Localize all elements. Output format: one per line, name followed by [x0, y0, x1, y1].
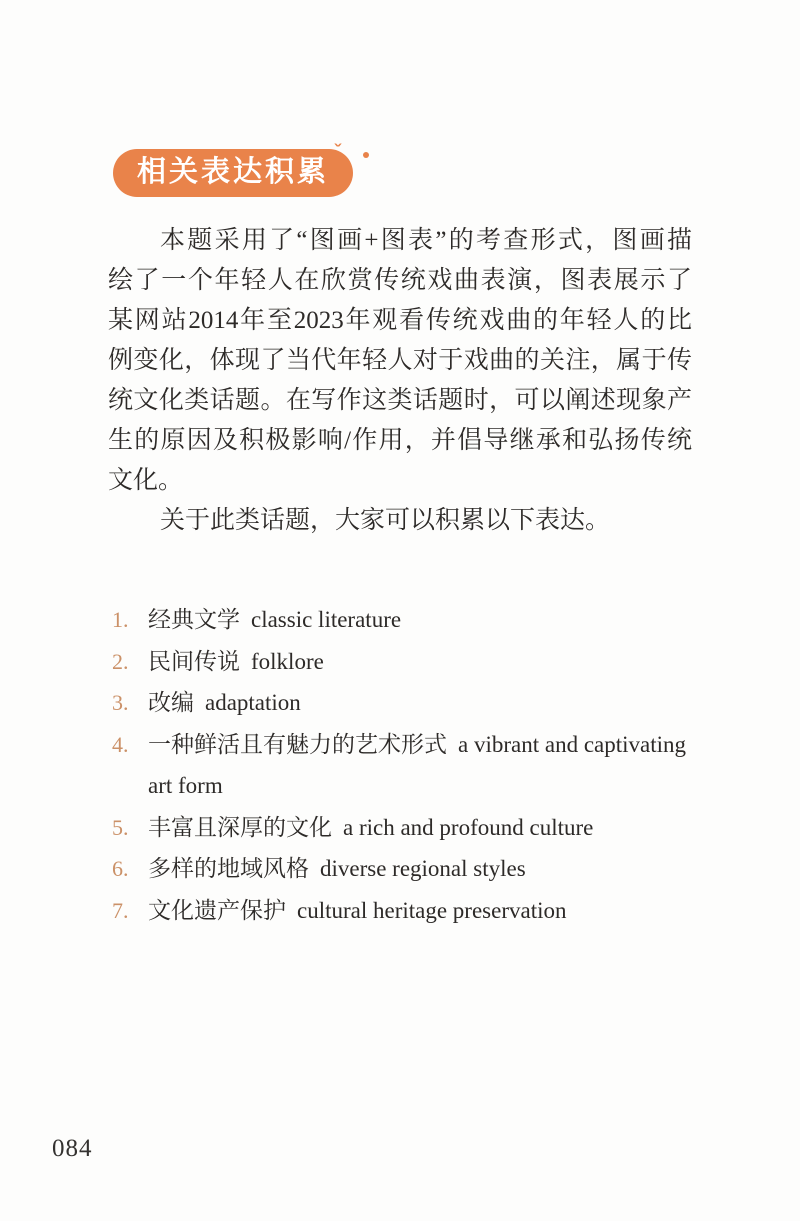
list-item-english: classic literature	[251, 607, 402, 632]
section-badge-wrap	[113, 141, 353, 197]
list-item	[108, 890, 700, 932]
list-item-chinese: 改编	[148, 690, 194, 715]
list-item-english: cultural heritage preservation	[297, 897, 567, 923]
badge-dot-decoration-icon	[363, 152, 369, 158]
list-item-chinese: 文化遗产保护	[148, 897, 286, 923]
list-item-english: adaptation	[205, 690, 301, 715]
list-item	[108, 641, 700, 683]
analysis-intro-sentence: 关于此类话题，大家可以积累以下表达。	[160, 507, 611, 534]
analysis-line: 文化。	[108, 467, 184, 494]
list-item	[108, 682, 700, 724]
list-item	[108, 599, 700, 641]
list-item-english: a rich and profound culture	[343, 814, 594, 840]
analysis-line: 绘了一个年轻人在欣赏传统戏曲表演，图表展示了	[108, 267, 692, 294]
list-item-number: 3.	[112, 690, 129, 715]
list-item-number: 2.	[112, 648, 129, 674]
list-item	[108, 724, 700, 807]
list-item-chinese: 一种鲜活且有魅力的艺术形式	[148, 731, 447, 757]
list-item-chinese: 经典文学	[148, 607, 240, 632]
list-item-number: 1.	[112, 607, 129, 632]
list-item-number: 5.	[112, 814, 129, 840]
analysis-line: 某网站2014年至2023年观看传统戏曲的年轻人的比	[108, 307, 692, 334]
analysis-line: 生的原因及积极影响/作用，并倡导继承和弘扬传统	[108, 427, 692, 454]
vocab-list	[108, 599, 700, 931]
badge-caret-decoration-icon: ˇ	[333, 141, 344, 161]
list-item-chinese: 多样的地域风格	[148, 856, 309, 881]
list-item-number: 6.	[112, 856, 129, 881]
list-item	[108, 807, 700, 849]
list-item-english: folklore	[251, 648, 324, 674]
analysis-line: 本题采用了“图画+图表”的考查形式，图画描	[160, 227, 692, 254]
list-item-chinese: 民间传说	[148, 648, 240, 674]
analysis-line: 统文化类话题。在写作这类话题时，可以阐述现象产	[108, 387, 692, 414]
list-item	[108, 848, 700, 890]
list-item-number: 4.	[112, 731, 129, 757]
list-item-chinese: 丰富且深厚的文化	[148, 814, 332, 840]
section-badge: 相关表达积累	[113, 149, 353, 197]
list-item-english: diverse regional styles	[320, 856, 526, 881]
analysis-paragraph	[108, 221, 692, 501]
analysis-line: 例变化，体现了当代年轻人对于戏曲的关注，属于传	[108, 347, 692, 374]
list-item-number: 7.	[112, 897, 129, 923]
list-item-english: a vibrant and captivating art form	[148, 731, 687, 798]
page-number: 084	[52, 1135, 93, 1162]
